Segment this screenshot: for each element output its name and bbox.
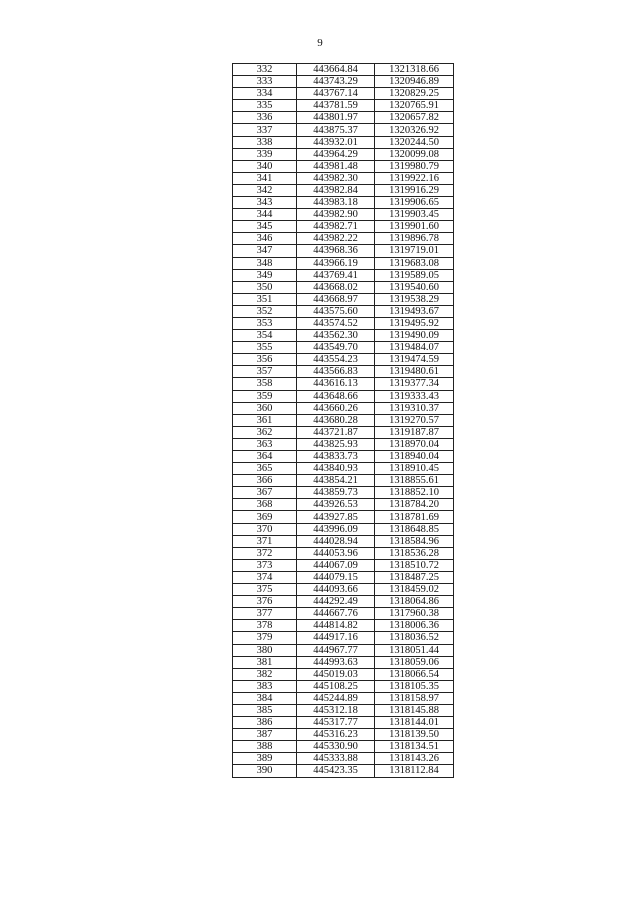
table-row (233, 184, 454, 196)
x-coordinate-cell: 443767.14 (297, 88, 375, 100)
point-number-cell: 389 (233, 753, 297, 765)
table-row (233, 100, 454, 112)
y-coordinate-cell: 1319493.67 (375, 305, 454, 317)
point-number-cell: 380 (233, 644, 297, 656)
page-number: 9 (317, 37, 323, 49)
x-coordinate-cell: 445019.03 (297, 668, 375, 680)
y-coordinate-cell: 1318852.10 (375, 487, 454, 499)
y-coordinate-cell: 1319310.37 (375, 402, 454, 414)
x-coordinate-cell: 445330.90 (297, 741, 375, 753)
y-coordinate-cell: 1319484.07 (375, 342, 454, 354)
table-row (233, 305, 454, 317)
y-coordinate-cell: 1318584.96 (375, 535, 454, 547)
point-number-cell: 355 (233, 342, 297, 354)
point-number-cell: 378 (233, 620, 297, 632)
point-number-cell: 356 (233, 354, 297, 366)
x-coordinate-cell: 443982.90 (297, 209, 375, 221)
y-coordinate-cell: 1319333.43 (375, 390, 454, 402)
y-coordinate-cell: 1318459.02 (375, 584, 454, 596)
point-number-cell: 372 (233, 547, 297, 559)
x-coordinate-cell: 444814.82 (297, 620, 375, 632)
y-coordinate-cell: 1320765.91 (375, 100, 454, 112)
y-coordinate-cell: 1319495.92 (375, 317, 454, 329)
x-coordinate-cell: 444067.09 (297, 559, 375, 571)
point-number-cell: 360 (233, 402, 297, 414)
table-row (233, 729, 454, 741)
x-coordinate-cell: 443566.83 (297, 366, 375, 378)
point-number-cell: 367 (233, 487, 297, 499)
table-row (233, 402, 454, 414)
point-number-cell: 362 (233, 426, 297, 438)
point-number-cell: 345 (233, 221, 297, 233)
table-row (233, 438, 454, 450)
x-coordinate-cell: 443964.29 (297, 148, 375, 160)
table-row (233, 511, 454, 523)
point-number-cell: 351 (233, 293, 297, 305)
x-coordinate-cell: 443932.01 (297, 136, 375, 148)
x-coordinate-cell: 443781.59 (297, 100, 375, 112)
y-coordinate-cell: 1318970.04 (375, 438, 454, 450)
y-coordinate-cell: 1319540.60 (375, 281, 454, 293)
x-coordinate-cell: 443769.41 (297, 269, 375, 281)
y-coordinate-cell: 1320829.25 (375, 88, 454, 100)
x-coordinate-cell: 443575.60 (297, 305, 375, 317)
point-number-cell: 368 (233, 499, 297, 511)
table-row (233, 584, 454, 596)
point-number-cell: 370 (233, 523, 297, 535)
point-number-cell: 387 (233, 729, 297, 741)
x-coordinate-cell: 443875.37 (297, 124, 375, 136)
x-coordinate-cell: 444053.96 (297, 547, 375, 559)
table-row (233, 426, 454, 438)
table-row (233, 233, 454, 245)
y-coordinate-cell: 1319901.60 (375, 221, 454, 233)
y-coordinate-cell: 1319922.16 (375, 172, 454, 184)
x-coordinate-cell: 444292.49 (297, 596, 375, 608)
y-coordinate-cell: 1319719.01 (375, 245, 454, 257)
x-coordinate-cell: 443660.26 (297, 402, 375, 414)
table-row (233, 221, 454, 233)
x-coordinate-cell: 445317.77 (297, 717, 375, 729)
point-number-cell: 359 (233, 390, 297, 402)
y-coordinate-cell: 1318784.20 (375, 499, 454, 511)
table-row (233, 160, 454, 172)
table-row (233, 112, 454, 124)
y-coordinate-cell: 1318781.69 (375, 511, 454, 523)
y-coordinate-cell: 1318536.28 (375, 547, 454, 559)
y-coordinate-cell: 1319270.57 (375, 414, 454, 426)
table-row (233, 64, 454, 76)
x-coordinate-cell: 443668.02 (297, 281, 375, 293)
table-row (233, 680, 454, 692)
point-number-cell: 374 (233, 571, 297, 583)
y-coordinate-cell: 1319187.87 (375, 426, 454, 438)
x-coordinate-cell: 443616.13 (297, 378, 375, 390)
point-number-cell: 383 (233, 680, 297, 692)
point-number-cell: 384 (233, 692, 297, 704)
x-coordinate-cell: 444028.94 (297, 535, 375, 547)
x-coordinate-cell: 443554.23 (297, 354, 375, 366)
point-number-cell: 348 (233, 257, 297, 269)
y-coordinate-cell: 1320326.92 (375, 124, 454, 136)
x-coordinate-cell: 443562.30 (297, 330, 375, 342)
y-coordinate-cell: 1319377.34 (375, 378, 454, 390)
point-number-cell: 386 (233, 717, 297, 729)
point-number-cell: 347 (233, 245, 297, 257)
table-row (233, 644, 454, 656)
x-coordinate-cell: 444917.16 (297, 632, 375, 644)
x-coordinate-cell: 444079.15 (297, 571, 375, 583)
table-row (233, 753, 454, 765)
point-number-cell: 353 (233, 317, 297, 329)
x-coordinate-cell: 443968.36 (297, 245, 375, 257)
y-coordinate-cell: 1319589.05 (375, 269, 454, 281)
y-coordinate-cell: 1318064.86 (375, 596, 454, 608)
y-coordinate-cell: 1317960.38 (375, 608, 454, 620)
table-row (233, 717, 454, 729)
point-number-cell: 333 (233, 76, 297, 88)
table-row (233, 668, 454, 680)
table-row (233, 414, 454, 426)
x-coordinate-cell: 443982.30 (297, 172, 375, 184)
x-coordinate-cell: 443982.84 (297, 184, 375, 196)
table-row (233, 354, 454, 366)
y-coordinate-cell: 1318112.84 (375, 765, 454, 777)
y-coordinate-cell: 1318144.01 (375, 717, 454, 729)
x-coordinate-cell: 443743.29 (297, 76, 375, 88)
point-number-cell: 375 (233, 584, 297, 596)
table-row (233, 330, 454, 342)
y-coordinate-cell: 1318855.61 (375, 475, 454, 487)
table-row (233, 88, 454, 100)
x-coordinate-cell: 443549.70 (297, 342, 375, 354)
point-number-cell: 385 (233, 704, 297, 716)
table-row (233, 765, 454, 777)
table-row (233, 559, 454, 571)
table-row (233, 741, 454, 753)
table-row (233, 608, 454, 620)
x-coordinate-cell: 443854.21 (297, 475, 375, 487)
y-coordinate-cell: 1319896.78 (375, 233, 454, 245)
y-coordinate-cell: 1318134.51 (375, 741, 454, 753)
x-coordinate-cell: 443833.73 (297, 451, 375, 463)
x-coordinate-cell: 443983.18 (297, 197, 375, 209)
y-coordinate-cell: 1319683.08 (375, 257, 454, 269)
table-row (233, 197, 454, 209)
x-coordinate-cell: 445108.25 (297, 680, 375, 692)
y-coordinate-cell: 1318510.72 (375, 559, 454, 571)
table-row (233, 523, 454, 535)
point-number-cell: 366 (233, 475, 297, 487)
x-coordinate-cell: 443840.93 (297, 463, 375, 475)
point-number-cell: 382 (233, 668, 297, 680)
point-number-cell: 354 (233, 330, 297, 342)
point-number-cell: 377 (233, 608, 297, 620)
point-number-cell: 335 (233, 100, 297, 112)
table-row (233, 124, 454, 136)
y-coordinate-cell: 1319903.45 (375, 209, 454, 221)
x-coordinate-cell: 445316.23 (297, 729, 375, 741)
point-number-cell: 334 (233, 88, 297, 100)
y-coordinate-cell: 1318105.35 (375, 680, 454, 692)
point-number-cell: 379 (233, 632, 297, 644)
table-row (233, 317, 454, 329)
table-row (233, 571, 454, 583)
x-coordinate-cell: 443668.97 (297, 293, 375, 305)
point-number-cell: 357 (233, 366, 297, 378)
point-number-cell: 344 (233, 209, 297, 221)
point-number-cell: 338 (233, 136, 297, 148)
y-coordinate-cell: 1319538.29 (375, 293, 454, 305)
x-coordinate-cell: 444667.76 (297, 608, 375, 620)
table-row (233, 342, 454, 354)
point-number-cell: 339 (233, 148, 297, 160)
point-number-cell: 365 (233, 463, 297, 475)
table-row (233, 499, 454, 511)
table-row (233, 366, 454, 378)
y-coordinate-cell: 1318066.54 (375, 668, 454, 680)
y-coordinate-cell: 1320244.50 (375, 136, 454, 148)
y-coordinate-cell: 1318143.26 (375, 753, 454, 765)
table-row (233, 475, 454, 487)
x-coordinate-cell: 444993.63 (297, 656, 375, 668)
table-row (233, 704, 454, 716)
point-number-cell: 369 (233, 511, 297, 523)
point-number-cell: 337 (233, 124, 297, 136)
point-number-cell: 352 (233, 305, 297, 317)
x-coordinate-cell: 443966.19 (297, 257, 375, 269)
x-coordinate-cell: 443926.53 (297, 499, 375, 511)
y-coordinate-cell: 1319980.79 (375, 160, 454, 172)
point-number-cell: 346 (233, 233, 297, 245)
table-row (233, 148, 454, 160)
point-number-cell: 341 (233, 172, 297, 184)
y-coordinate-cell: 1318487.25 (375, 571, 454, 583)
x-coordinate-cell: 443664.84 (297, 64, 375, 76)
point-number-cell: 388 (233, 741, 297, 753)
table-row (233, 463, 454, 475)
point-number-cell: 376 (233, 596, 297, 608)
y-coordinate-cell: 1318059.06 (375, 656, 454, 668)
y-coordinate-cell: 1320099.08 (375, 148, 454, 160)
table-row (233, 632, 454, 644)
table-row (233, 596, 454, 608)
x-coordinate-cell: 443927.85 (297, 511, 375, 523)
x-coordinate-cell: 445312.18 (297, 704, 375, 716)
y-coordinate-cell: 1319490.09 (375, 330, 454, 342)
x-coordinate-cell: 443648.66 (297, 390, 375, 402)
point-number-cell: 381 (233, 656, 297, 668)
x-coordinate-cell: 443801.97 (297, 112, 375, 124)
table-row (233, 390, 454, 402)
point-number-cell: 358 (233, 378, 297, 390)
point-number-cell: 371 (233, 535, 297, 547)
y-coordinate-cell: 1318139.50 (375, 729, 454, 741)
x-coordinate-cell: 443982.71 (297, 221, 375, 233)
table-row (233, 620, 454, 632)
x-coordinate-cell: 443996.09 (297, 523, 375, 535)
y-coordinate-cell: 1318036.52 (375, 632, 454, 644)
y-coordinate-cell: 1319916.29 (375, 184, 454, 196)
x-coordinate-cell: 445333.88 (297, 753, 375, 765)
y-coordinate-cell: 1319480.61 (375, 366, 454, 378)
x-coordinate-cell: 443825.93 (297, 438, 375, 450)
table-row (233, 136, 454, 148)
table-row (233, 257, 454, 269)
coordinates-table-body (233, 64, 454, 778)
y-coordinate-cell: 1321318.66 (375, 64, 454, 76)
point-number-cell: 340 (233, 160, 297, 172)
table-row (233, 76, 454, 88)
x-coordinate-cell: 445423.35 (297, 765, 375, 777)
point-number-cell: 336 (233, 112, 297, 124)
table-row (233, 656, 454, 668)
x-coordinate-cell: 443982.22 (297, 233, 375, 245)
y-coordinate-cell: 1320657.82 (375, 112, 454, 124)
x-coordinate-cell: 443859.73 (297, 487, 375, 499)
table-row (233, 172, 454, 184)
x-coordinate-cell: 444967.77 (297, 644, 375, 656)
point-number-cell: 343 (233, 197, 297, 209)
table-row (233, 269, 454, 281)
point-number-cell: 350 (233, 281, 297, 293)
point-number-cell: 361 (233, 414, 297, 426)
y-coordinate-cell: 1318158.97 (375, 692, 454, 704)
point-number-cell: 373 (233, 559, 297, 571)
table-row (233, 547, 454, 559)
table-row (233, 209, 454, 221)
y-coordinate-cell: 1318648.85 (375, 523, 454, 535)
table-row (233, 692, 454, 704)
table-row (233, 281, 454, 293)
point-number-cell: 364 (233, 451, 297, 463)
y-coordinate-cell: 1319474.59 (375, 354, 454, 366)
x-coordinate-cell: 443680.28 (297, 414, 375, 426)
table-row (233, 487, 454, 499)
point-number-cell: 390 (233, 765, 297, 777)
table-row (233, 245, 454, 257)
table-row (233, 293, 454, 305)
table-row (233, 535, 454, 547)
y-coordinate-cell: 1320946.89 (375, 76, 454, 88)
table-row (233, 378, 454, 390)
x-coordinate-cell: 445244.89 (297, 692, 375, 704)
coordinates-table (232, 63, 454, 778)
y-coordinate-cell: 1319906.65 (375, 197, 454, 209)
y-coordinate-cell: 1318051.44 (375, 644, 454, 656)
table-row (233, 451, 454, 463)
x-coordinate-cell: 444093.66 (297, 584, 375, 596)
point-number-cell: 349 (233, 269, 297, 281)
x-coordinate-cell: 443981.48 (297, 160, 375, 172)
point-number-cell: 332 (233, 64, 297, 76)
y-coordinate-cell: 1318145.88 (375, 704, 454, 716)
y-coordinate-cell: 1318006.36 (375, 620, 454, 632)
x-coordinate-cell: 443574.52 (297, 317, 375, 329)
point-number-cell: 363 (233, 438, 297, 450)
y-coordinate-cell: 1318940.04 (375, 451, 454, 463)
point-number-cell: 342 (233, 184, 297, 196)
x-coordinate-cell: 443721.87 (297, 426, 375, 438)
y-coordinate-cell: 1318910.45 (375, 463, 454, 475)
